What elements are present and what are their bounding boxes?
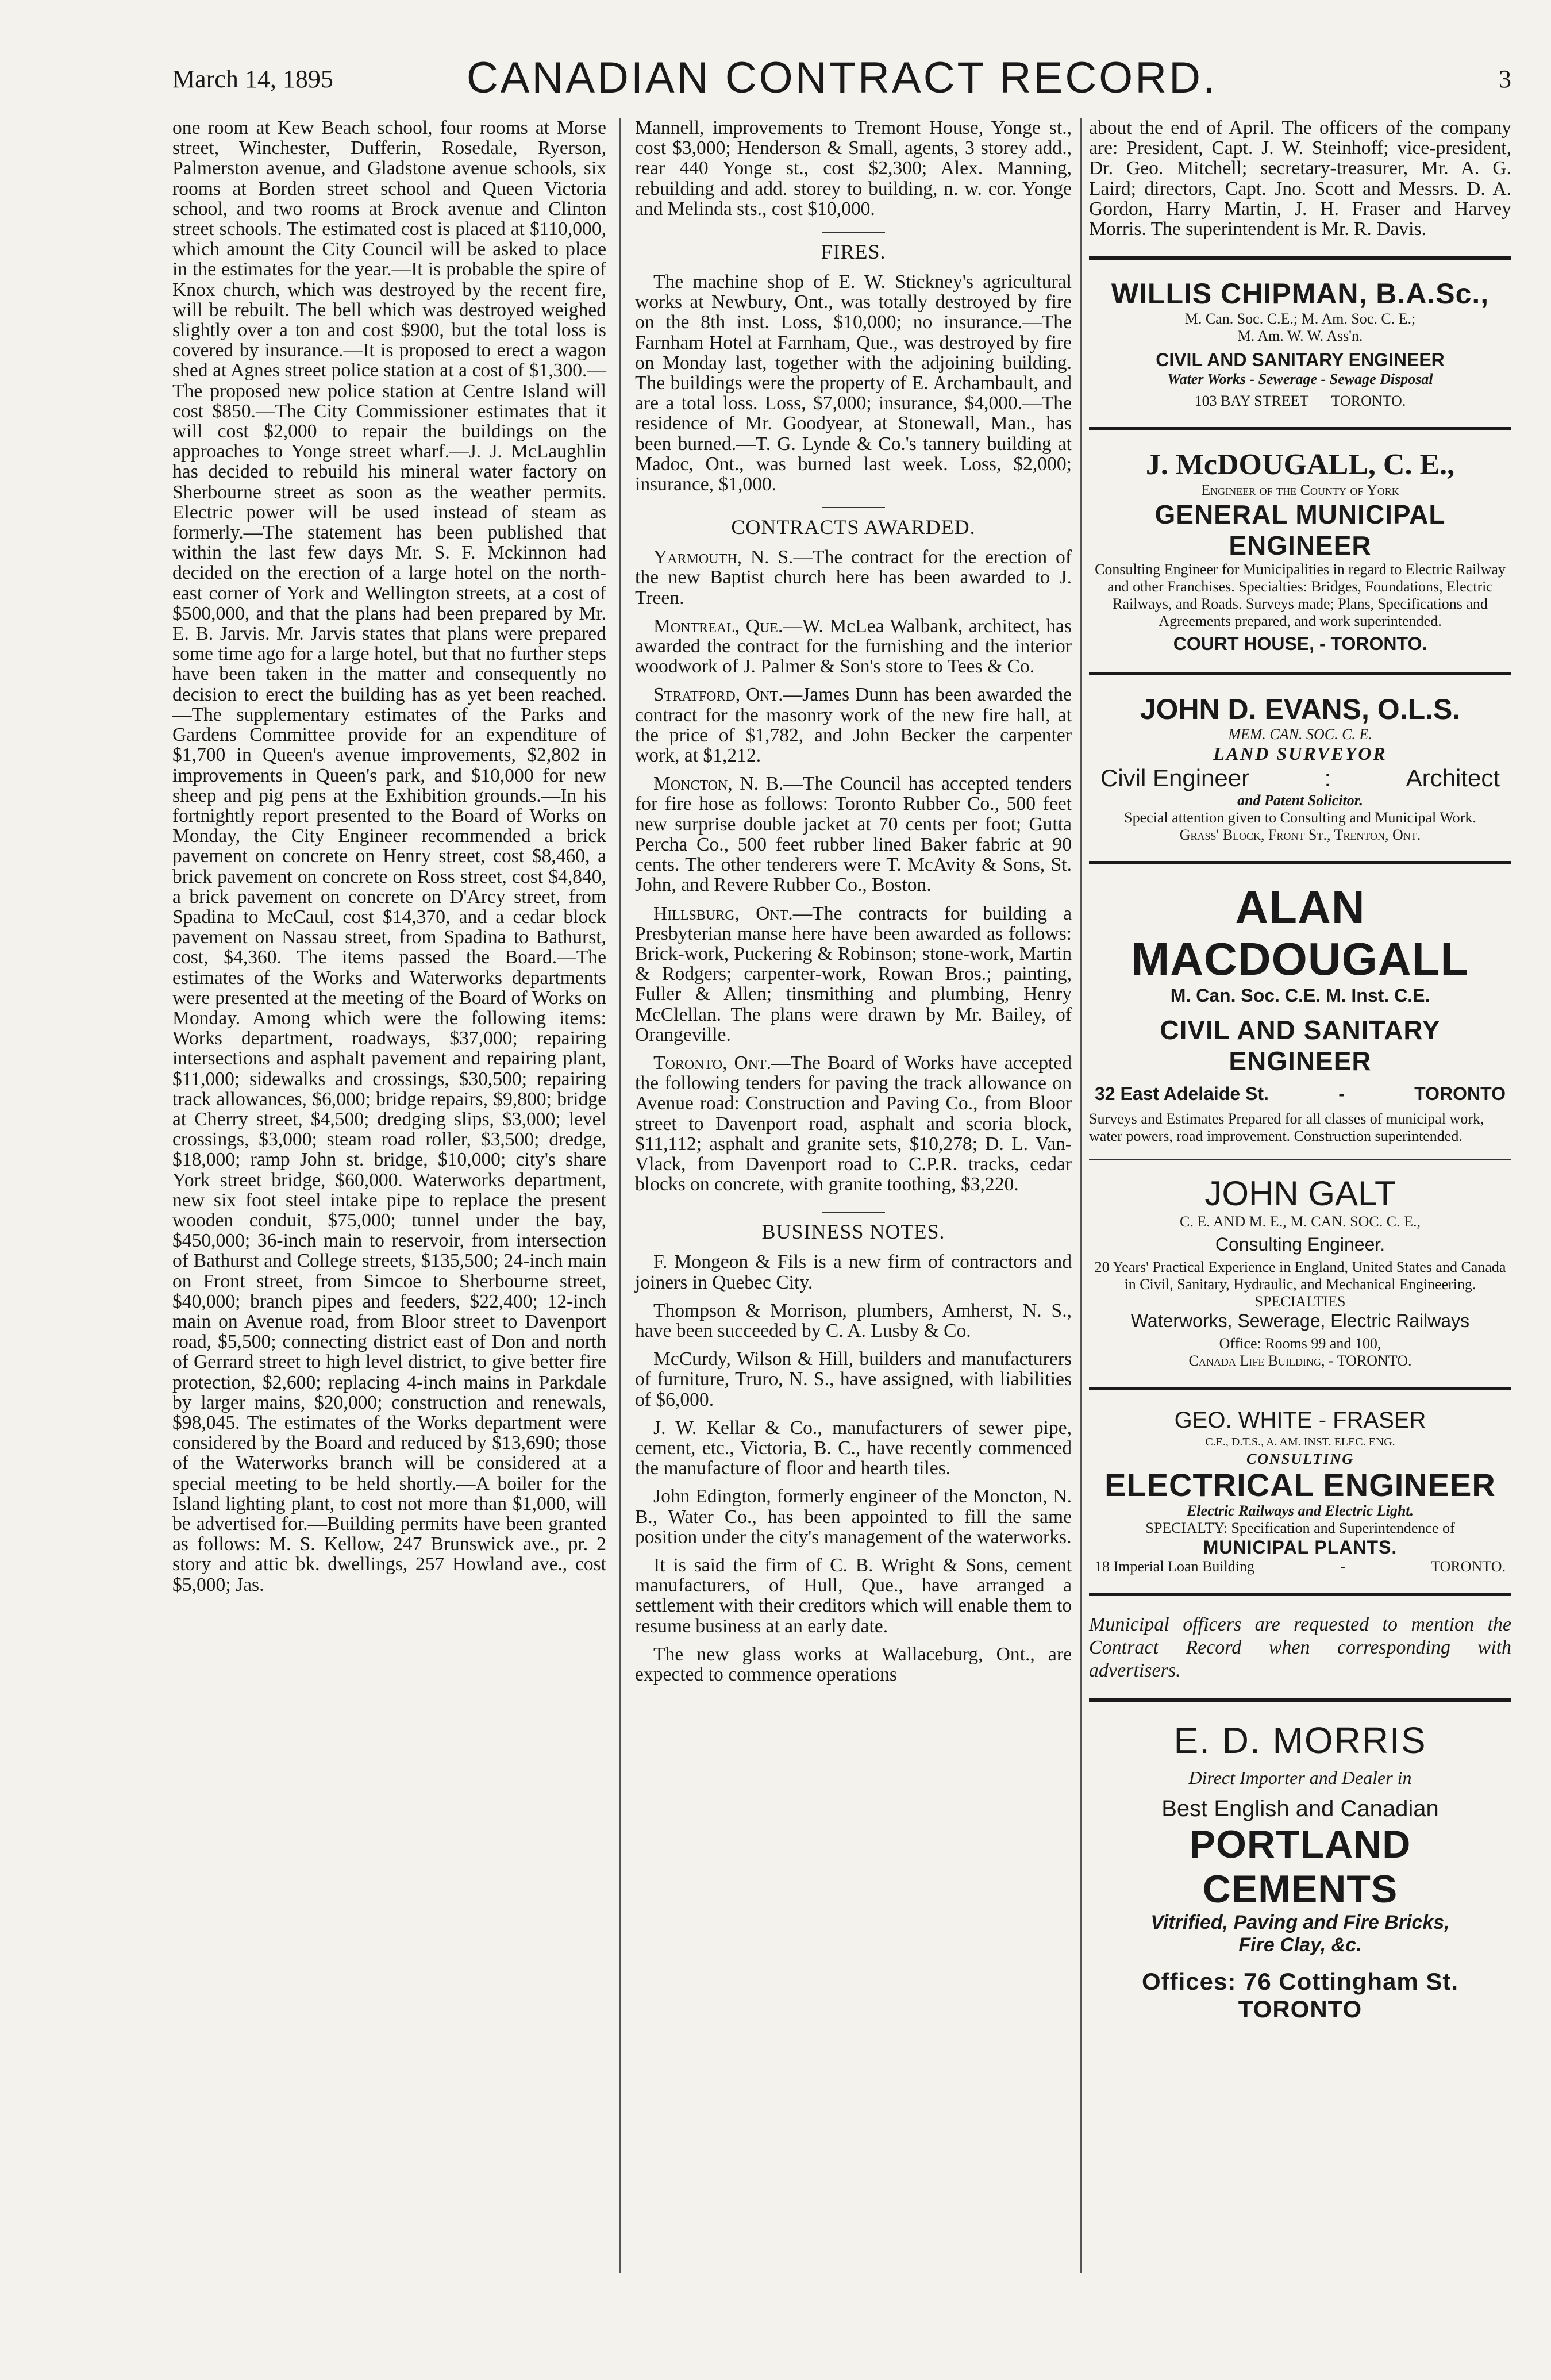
advertiser-name: GEO. WHITE - FRASER <box>1174 1408 1426 1433</box>
ad-john-evans: JOHN D. EVANS, O.L.S. MEM. CAN. SOC. C. E. LAND SURVEYOR Civil Engineer : Architect and Patent Solicitor. Special attention given to Consulting and Municipal Work. Grass' Block, Front St., Trenton, Ont. <box>1089 693 1511 844</box>
role: and Patent Solicitor. <box>1237 792 1363 809</box>
ad-willis-chipman <box>1089 277 1511 410</box>
specialties: Water Works - Sewerage - Sewage Disposal <box>1167 371 1433 388</box>
column-3 <box>1089 118 1511 2023</box>
ad-alan-macdougall: ALAN MACDOUGALL M. Can. Soc. C.E. M. Inst. C.E. CIVIL AND SANITARY ENGINEER 32 East Adelaide St. - TORONTO Surveys and Estimates Prepared for all classes of municipal work, water powers, road improvement. Construction superintended. <box>1089 882 1511 1145</box>
address: 18 Imperial Loan Building <box>1095 1558 1255 1575</box>
profession: ELECTRICAL ENGINEER <box>1104 1467 1496 1504</box>
contract-item <box>635 685 1072 766</box>
ad-j-mcdougall <box>1089 448 1511 655</box>
divider <box>1089 672 1511 675</box>
credentials: M. Am. W. W. Ass'n. <box>1237 328 1363 345</box>
issue-date: March 14, 1895 <box>172 65 333 93</box>
contract-place: Hillsburg, Ont. <box>653 902 793 924</box>
city: TORONTO. <box>1331 393 1406 410</box>
business-note: F. Mongeon & Fils is a new firm of contractors and joiners in Quebec City. <box>635 1251 1072 1293</box>
business-note: The new glass works at Wallaceburg, Ont., are expected to commence operations <box>635 1643 1072 1685</box>
contract-text: —The Board of Works have accepted the following tenders for paving the track allowance on Avenue road: Construction and Paving Co., from Bloor street to Davenport road, asphalt and scoria block, $11,112; asphalt and granite sets, $10,278; D. L. Van-Vlack, from Davenport road to C.P.R. tracks, cedar blocks on concrete, with granite toothing, $3,220. <box>635 1052 1072 1195</box>
contract-text: —James Dunn has been awarded the contract for the masonry work of the new fire hall, at the price of $1,782, and John Becker the carpenter work, at $1,212. <box>635 684 1072 767</box>
publication-title: CANADIAN CONTRACT RECORD. <box>466 53 1218 102</box>
profession: CIVIL AND SANITARY ENGINEER <box>1156 349 1445 371</box>
contract-text: —The contracts for building a Presbyterian manse here have been awarded as follows: Brick-work, Puckering & Robinson; stone-work, Martin & Rodgers; carpenter-work, Rowan Bros.; painting, Fuller & Allen; tinsmithing and plumbing, Henry McClellan. The plans were drawn by Mr. Bailey, of Orangeville. <box>635 902 1072 1045</box>
city: TORONTO. <box>1431 1558 1506 1575</box>
divider <box>1089 1159 1511 1160</box>
product: PORTLAND CEMENTS <box>1189 1823 1411 1912</box>
page-number: 3 <box>1499 65 1511 93</box>
credentials: M. Can. Soc. C.E.; M. Am. Soc. C. E.; <box>1184 310 1416 328</box>
page-header <box>172 53 1511 105</box>
description: Special attention given to Consulting and Municipal Work. <box>1124 809 1476 826</box>
specialties-heading: SPECIALTIES <box>1254 1293 1346 1310</box>
credentials: C. E. AND M. E., M. CAN. SOC. C. E., <box>1180 1213 1421 1231</box>
building-permits-continued: Mannell, improvements to Tremont House, Yonge st., cost $3,000; Henderson & Small, agents, 3 storey add., rear 440 Yonge st., cost $2,300; Alex. Manning, rebuilding and add. storey to building, n. w. cor. Yonge and Melinda sts., cost $10,000. <box>635 117 1072 220</box>
profession: Consulting Engineer. <box>1215 1234 1385 1255</box>
divider <box>1089 1593 1511 1596</box>
advertiser-name: WILLIS CHIPMAN, B.A.Sc., <box>1111 278 1490 310</box>
role: CONSULTING <box>1246 1451 1354 1468</box>
credentials: M. Can. Soc. C.E. M. Inst. C.E. <box>1170 985 1430 1006</box>
contract-item <box>635 903 1072 1045</box>
contract-item <box>635 616 1072 677</box>
contract-item <box>635 774 1072 895</box>
description: 20 Years' Practical Experience in England, United States and Canada in Civil, Sanitary, Hydraulic, and Mechanical Engineering. <box>1094 1259 1506 1293</box>
profession: CIVIL AND SANITARY ENGINEER <box>1160 1015 1441 1076</box>
subtitle: Direct Importer and Dealer in <box>1188 1767 1412 1789</box>
ad-white-fraser: GEO. WHITE - FRASER C.E., D.T.S., A. AM. INST. ELEC. ENG. CONSULTING ELECTRICAL ENGINEER Electric Railways and Electric Light. SPECIALTY: Specification and Superintendence of MUNICIPAL PLANTS. 18 Imperial Loan Building - TORONTO. <box>1089 1408 1511 1575</box>
address: Offices: 76 Cottingham St. TORONTO <box>1141 1968 1459 2023</box>
ad-e-d-morris <box>1089 1719 1511 2023</box>
advertiser-name: E. D. MORRIS <box>1173 1720 1427 1762</box>
description: Consulting Engineer for Municipalities in regard to Electric Railway and other Franchises. Specialties: Bridges, Foundations, Electric Railways, and Roads. Surveys made; Plans, Specifications and Agreements prepared, and work superintended. <box>1095 561 1506 630</box>
advertiser-notice: Municipal officers are requested to mention the Contract Record when corresponding with advertisers. <box>1089 1614 1511 1682</box>
business-note: John Edington, formerly engineer of the Moncton, N. B., Water Co., has been appointed to fill the same position under the city's management of the waterworks. <box>635 1486 1072 1548</box>
divider <box>1089 427 1511 430</box>
advertiser-name: JOHN D. EVANS, O.L.S. <box>1140 693 1461 726</box>
products: Fire Clay, &c. <box>1238 1934 1362 1956</box>
advertiser-name: JOHN GALT <box>1204 1174 1396 1213</box>
column-divider <box>1080 118 1082 2273</box>
contract-place: Stratford, Ont. <box>653 684 783 706</box>
glass-works-continued: about the end of April. The officers of the company are: President, Capt. J. W. Steinhoff; vice-president, Dr. Geo. Mitchell; secretary-treasurer, Mr. A. G. Laird; directors, Capt. Jno. Scott and Messrs. D. A. Gordon, Harry Martin, J. H. Fraser and Harvey Morris. The superintendent is Mr. R. Davis. <box>1089 117 1511 240</box>
role: Civil Engineer <box>1100 764 1250 792</box>
description: Surveys and Estimates Prepared for all classes of municipal work, water powers, road improvement. Construction superintended. <box>1089 1110 1484 1145</box>
contract-text: —The Council has accepted tenders for fire hose as follows: Toronto Rubber Co., 500 feet new surprise double jacket at 70 cents per foot; Gutta Percha Co., 500 feet rubber lined Baker fabric at 90 cents. The other tenderers were T. McAvity & Sons, St. John, and Revere Rubber Co., Boston. <box>635 773 1072 896</box>
fires-heading: FIRES. <box>635 232 1072 264</box>
role: LAND SURVEYOR <box>1213 743 1387 764</box>
business-note: It is said the firm of C. B. Wright & Sons, cement manufacturers, of Hull, Que., have arranged a settlement with their creditors which will enable them to resume business at an early date. <box>635 1554 1072 1637</box>
business-notes-list <box>635 1252 1072 1685</box>
specialties: Waterworks, Sewerage, Electric Railways <box>1130 1310 1470 1332</box>
business-note: Thompson & Morrison, plumbers, Amherst, N. S., have been succeeded by C. A. Lusby & Co. <box>635 1299 1072 1341</box>
address: 103 BAY STREET <box>1194 393 1309 410</box>
business-note: J. W. Kellar & Co., manufacturers of sewer pipe, cement, etc., Victoria, B. C., have recently commenced the manufacture of floor and hearth tiles. <box>635 1417 1072 1479</box>
contract-item <box>635 547 1072 608</box>
credentials: MEM. CAN. SOC. C. E. <box>1228 726 1372 743</box>
address: 32 East Adelaide St. <box>1095 1083 1269 1105</box>
tagline: Best English and Canadian <box>1161 1796 1439 1822</box>
office: Office: Rooms 99 and 100, <box>1219 1335 1381 1352</box>
fires-text: The machine shop of E. W. Stickney's agricultural works at Newbury, Ont., was totally destroyed by fire on the 8th inst. Loss, $10,000; no insurance.—The Farnham Hotel at Farnham, Que., was destroyed by fire on Monday last, together with the adjoining building. The buildings were the property of E. Archambault, and are a total loss. Loss, $7,000; insurance, $4,000.—The residence of Mr. Goodyear, at Stonewall, Man., has been burned.—T. G. Lynde & Co.'s tannery building at Madoc, Ont., was burned last week. Loss, $2,000; insurance, $1,000. <box>635 271 1072 495</box>
contracts-list <box>635 547 1072 1194</box>
divider <box>1089 1698 1511 1702</box>
credentials: C.E., D.T.S., A. AM. INST. ELEC. ENG. <box>1205 1436 1395 1449</box>
contract-item <box>635 1053 1072 1194</box>
specialty: MUNICIPAL PLANTS. <box>1203 1537 1398 1558</box>
contract-place: Montreal, Que. <box>653 615 783 637</box>
column-2 <box>635 118 1072 1685</box>
divider <box>1089 861 1511 864</box>
address: COURT HOUSE, - TORONTO. <box>1173 633 1427 655</box>
toronto-news-text: one room at Kew Beach school, four rooms at Morse street, Winchester, Dufferin, Rosedale, Ryerson, Palmerston avenue, and Gladstone avenue schools, six rooms at Borden street school and Queen Victoria school, and two rooms at Brock avenue and Clinton street schools. The estimated cost is placed at $110,000, which amount the City Council will be asked to place in the estimates for the year.—It is probable the spire of Knox church, which was destroyed by the recent fire, will be rebuilt. The bell which was destroyed weighed slightly over a ton and cost $900, but the total loss is covered by insurance.—It is proposed to erect a wagon shed at Agnes street police station at a cost of $1,300.—The proposed new police station at Centre Island will cost $850.—The City Commissioner estimates that it will cost $2,000 to repair the buildings on the approaches to Yonge street wharf.—J. J. McLaughlin has decided to rebuild his mineral water factory on Sherbourne street as soon as the weather permits. Electric power will be used instead of steam as formerly.—The statement has been published that within the last few days Mr. S. F. Mckinnon had decided on the erection of a large hotel on the north-east corner of York and Wellington streets, at a cost of $500,000, and that the plans had been prepared by Mr. E. B. Jarvis. Mr. Jarvis states that plans were prepared some time ago for a large hotel, but that no further steps have been taken in the matter and consequently no decision to erect the building has as yet been reached.—The supplementary estimates of the Parks and Gardens Committee provide for an expenditure of $1,700 in Queen's avenue improvements, $2,802 in improvements in Queen's park, and $10,000 for new sheep and pig pens at the Exhibition grounds.—In his fortnightly report presented to the Board of Works on Monday, the City Engineer recommended a brick pavement on concrete on Henry street, cost $8,460, a brick pavement on concrete on Ross street, cost $4,840, a brick pavement on concrete on D'Arcy street, from Spadina to McCaul, cost $14,370, and a cedar block pavement on Nassau street, from Spadina to Bathurst, cost, $4,360. The items passed the Board.—The estimates of the Works and Waterworks departments were presented at the meeting of the Board of Works on Monday. Among which were the following items: Works department, roadways, $37,000; repairing intersections and asphalt pavement and repairing plant, $11,000; sidewalks and crossings, $30,500; repairing track allowances, $6,000; bridge repairs, $9,800; bridge at Cherry street, $4,500; dredging slips, $3,000; level crossings, $3,000; steam road roller, $3,500; dredge, $18,000; ramp John st. bridge, $10,000; city's share York street bridge, $60,000. Waterworks department, new six foot steel intake pipe to replace the present wooden conduit, $75,000; tunnel under the bay, $450,000; 36-inch main to reservoir, from intersection of Bathurst and College streets, $135,500; 24-inch main on Front street, from Simcoe to Sherbourne street, $40,000; branch pipes and feeders, $22,400; 12-inch main on Avenue road, from Bloor street to Davenport road, $5,500; connecting district east of Don and north of Gerrard street to high level district, to give better fire protection, $2,600; replacing 4-inch mains in Parkdale by larger mains, $20,000; construction and renewals, $98,045. The estimates of the Works department were considered by the Board and reduced by $13,690; those of the Waterworks branch will be considered at a special meeting to be held shortly.—A boiler for the Island lighting plant, to cost not more than $1,000, will be advertised for.—Building permits have been granted as follows: M. S. Kellow, 247 Brunswick ave., pr. 2 story and attic bk. dwellings, 257 Howland ave., cost $5,000; Jas. <box>172 117 606 1595</box>
contract-place: Yarmouth, N. S. <box>653 547 794 568</box>
contract-text: —The contract for the erection of the new Baptist church here has been awarded to J. Treen. <box>635 547 1072 609</box>
products: Vitrified, Paving and Fire Bricks, <box>1150 1912 1450 1934</box>
subtitle: Engineer of the County of York <box>1201 482 1399 499</box>
column-1 <box>172 118 606 1595</box>
divider <box>1089 256 1511 260</box>
column-divider <box>619 118 621 2273</box>
address: Grass' Block, Front St., Trenton, Ont. <box>1179 826 1421 844</box>
contract-place: Toronto, Ont. <box>653 1052 772 1074</box>
role: Architect <box>1406 764 1500 792</box>
specialty: SPECIALTY: Specification and Superintendence of <box>1145 1520 1455 1537</box>
contract-place: Moncton, N. B. <box>653 773 784 795</box>
ad-john-galt <box>1089 1174 1511 1370</box>
city: TORONTO <box>1414 1083 1506 1105</box>
business-notes-heading: BUSINESS NOTES. <box>635 1212 1072 1244</box>
divider <box>1089 1387 1511 1390</box>
contract-text: —W. McLea Walbank, architect, has awarded the contract for the furnishing and the interior woodwork of J. Palmer & Son's store to Tees & Co. <box>635 615 1072 678</box>
profession: GENERAL MUNICIPAL ENGINEER <box>1154 499 1446 561</box>
business-note: McCurdy, Wilson & Hill, builders and manufacturers of furniture, Truro, N. S., have assigned, with liabilities of $6,000. <box>635 1348 1072 1410</box>
specialty: Electric Railways and Electric Light. <box>1186 1502 1414 1520</box>
advertiser-name: ALAN MACDOUGALL <box>1131 882 1469 985</box>
address: Canada Life Building, - TORONTO. <box>1188 1352 1412 1370</box>
advertiser-name: J. McDOUGALL, C. E., <box>1145 448 1455 482</box>
contracts-awarded-heading: CONTRACTS AWARDED. <box>635 507 1072 539</box>
